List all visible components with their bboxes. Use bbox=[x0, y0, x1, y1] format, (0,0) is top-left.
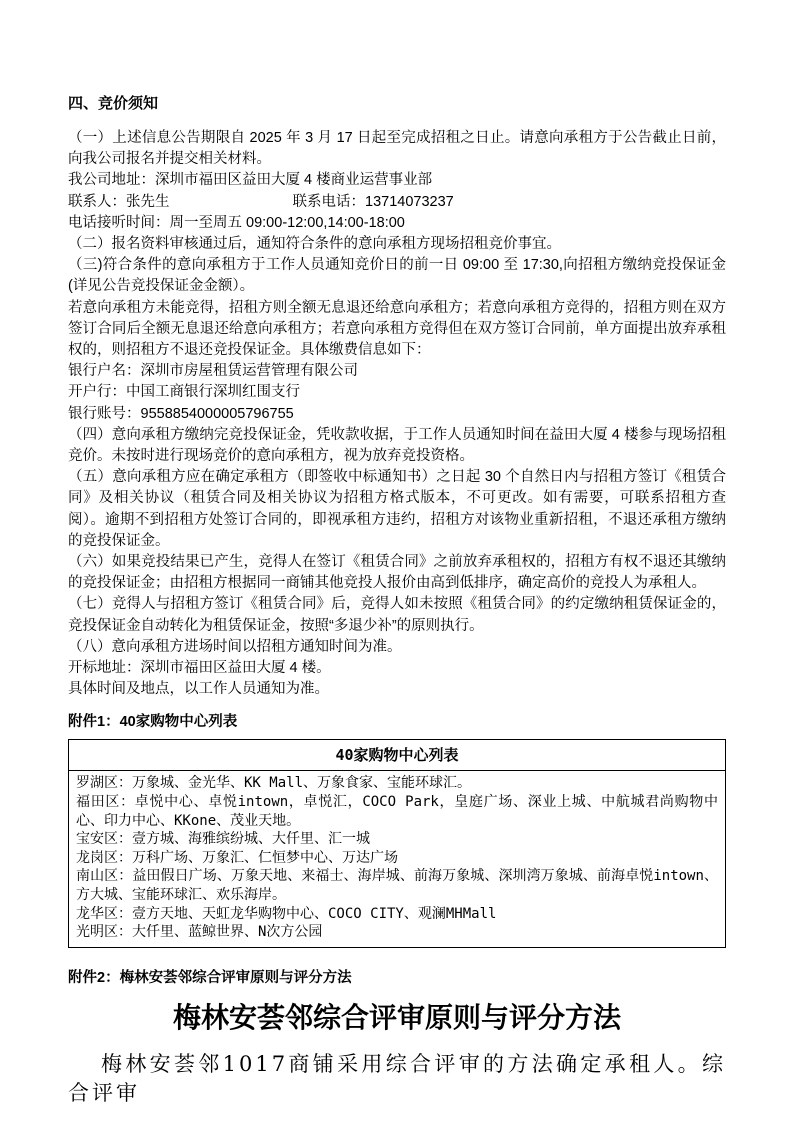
district-row: 龙岗区：万科广场、万象汇、仁恒梦中心、万达广场 bbox=[76, 849, 398, 866]
attachment2-title: 梅林安荟邻综合评审原则与评分方法 bbox=[172, 1001, 621, 1033]
attachment1-label: 附件1：40家购物中心列表 bbox=[68, 714, 238, 731]
table-body-cell bbox=[69, 771, 726, 947]
paragraph: （七）竞得人与招租方签订《租赁合同》后，竞得人如未按照《租赁合同》的约定缴纳租赁保证金的，竞投保证金自动转化为租赁保证金，按照“多退少补”的原则执行。 bbox=[68, 596, 726, 634]
paragraph: 开户行：中国工商银行深圳红围支行 bbox=[68, 384, 300, 401]
district-row: 光明区：大仟里、蓝鲸世界、N次方公园 bbox=[76, 924, 323, 941]
paragraph: （六）如果竞投结果已产生，竞得人在签订《租赁合同》之前放弃承租权的，招租方有权不退还其缴纳的竞投保证金；由招租方根据同一商铺其他竞投人报价由高到低排序，确定高价的竞投人为承租人。 bbox=[68, 554, 726, 592]
paragraph: 银行户名：深圳市房屋租赁运营管理有限公司 bbox=[68, 363, 358, 380]
contact-phone: 联系电话：13714073237 bbox=[292, 193, 454, 210]
district-row: 宝安区：壹方城、海雅缤纷城、大仟里、汇一城 bbox=[76, 831, 370, 848]
table-header-cell: 40家购物中心列表 bbox=[69, 740, 726, 771]
section-title: 四、竞价须知 bbox=[68, 95, 159, 112]
paragraph: 银行账号：9558854000005796755 bbox=[68, 405, 294, 422]
paragraph: 若意向承租方未能竞得，招租方则全额无息退还给意向承租方；若意向承租方竞得的，招租方则在双方签订合同后全额无息退还给意向承租方；若意向承租方竞得但在双方签订合同前，单方面提出放弃承租权的，则招租方不退还竞投保证金。具体缴费信息如下： bbox=[68, 299, 726, 359]
attachment2-label: 附件2：梅林安荟邻综合评审原则与评分方法 bbox=[68, 969, 352, 986]
paragraph: （三)符合条件的意向承租方于工作人员通知竞价日的前一日 09:00 至 17:30,向招租方缴纳竞投保证金(详见公告竞投保证金金额）。 bbox=[68, 257, 726, 295]
district-row: 罗湖区：万象城、金光华、KK Mall、万象食家、宝能环球汇。 bbox=[76, 775, 471, 792]
paragraph: 我公司地址：深圳市福田区益田大厦 4 楼商业运营事业部 bbox=[68, 172, 433, 189]
attachment2-intro: 梅林安荟邻1017商铺采用综合评审的方法确定承租人。综合评审 bbox=[68, 1051, 726, 1105]
paragraph: 开标地址：深圳市福田区益田大厦 4 楼。 bbox=[68, 660, 331, 677]
paragraph: （四）意向承租方缴纳完竞投保证金，凭收款收据，于工作人员通知时间在益田大厦 4 楼参与现场招租竞价。未按时进行现场竞价的意向承租方，视为放弃竞投资格。 bbox=[68, 426, 726, 465]
district-row: 南山区：益田假日广场、万象天地、来福士、海岸城、前海万象城、深圳湾万象城、前海卓悦intown、方大城、宝能环球汇、欢乐海岸。 bbox=[76, 868, 718, 904]
paragraph: （八）意向承租方进场时间以招租方通知时间为准。 bbox=[68, 638, 402, 655]
notice-paragraphs bbox=[68, 128, 726, 700]
district-row: 福田区：卓悦中心、卓悦intown，卓悦汇，COCO Park，皇庭广场、深业上城、中航城君尚购物中心、印力中心、KKone、茂业天地。 bbox=[76, 794, 718, 829]
paragraph: 具体时间及地点，以工作人员通知为准。 bbox=[68, 681, 329, 698]
paragraph: （五）意向承租方应在确定承租方（即签收中标通知书）之日起 30 个自然日内与招租方签订《租赁合同》及相关协议（租赁合同及相关协议为招租方格式版本，不可更改。如有需要，可联系招租方查阅）。逾期不到招租方处签订合同的，即视承租方违约，招租方对该物业重新招租，不退还承租方缴纳的竞投保证金。 bbox=[68, 469, 726, 549]
table-body-row bbox=[69, 771, 726, 947]
contact-person: 联系人：张先生 bbox=[68, 193, 170, 210]
paragraph: （二）报名资料审核通过后，通知符合条件的意向承租方现场招租竞价事宜。 bbox=[68, 236, 561, 253]
paragraph bbox=[68, 192, 726, 213]
shopping-center-table bbox=[68, 739, 726, 947]
paragraph: 电话接听时间：周一至周五 09:00-12:00,14:00-18:00 bbox=[68, 214, 405, 231]
district-row: 龙华区：壹方天地、天虹龙华购物中心、COCO CITY、观澜MHMall bbox=[76, 905, 497, 922]
table-header-row bbox=[69, 740, 726, 771]
paragraph: （一）上述信息公告期限自 2025 年 3 月 17 日起至完成招租之日止。请意向承租方于公告截止日前，向我公司报名并提交相关材料。 bbox=[68, 130, 726, 168]
page-content bbox=[68, 93, 726, 1108]
